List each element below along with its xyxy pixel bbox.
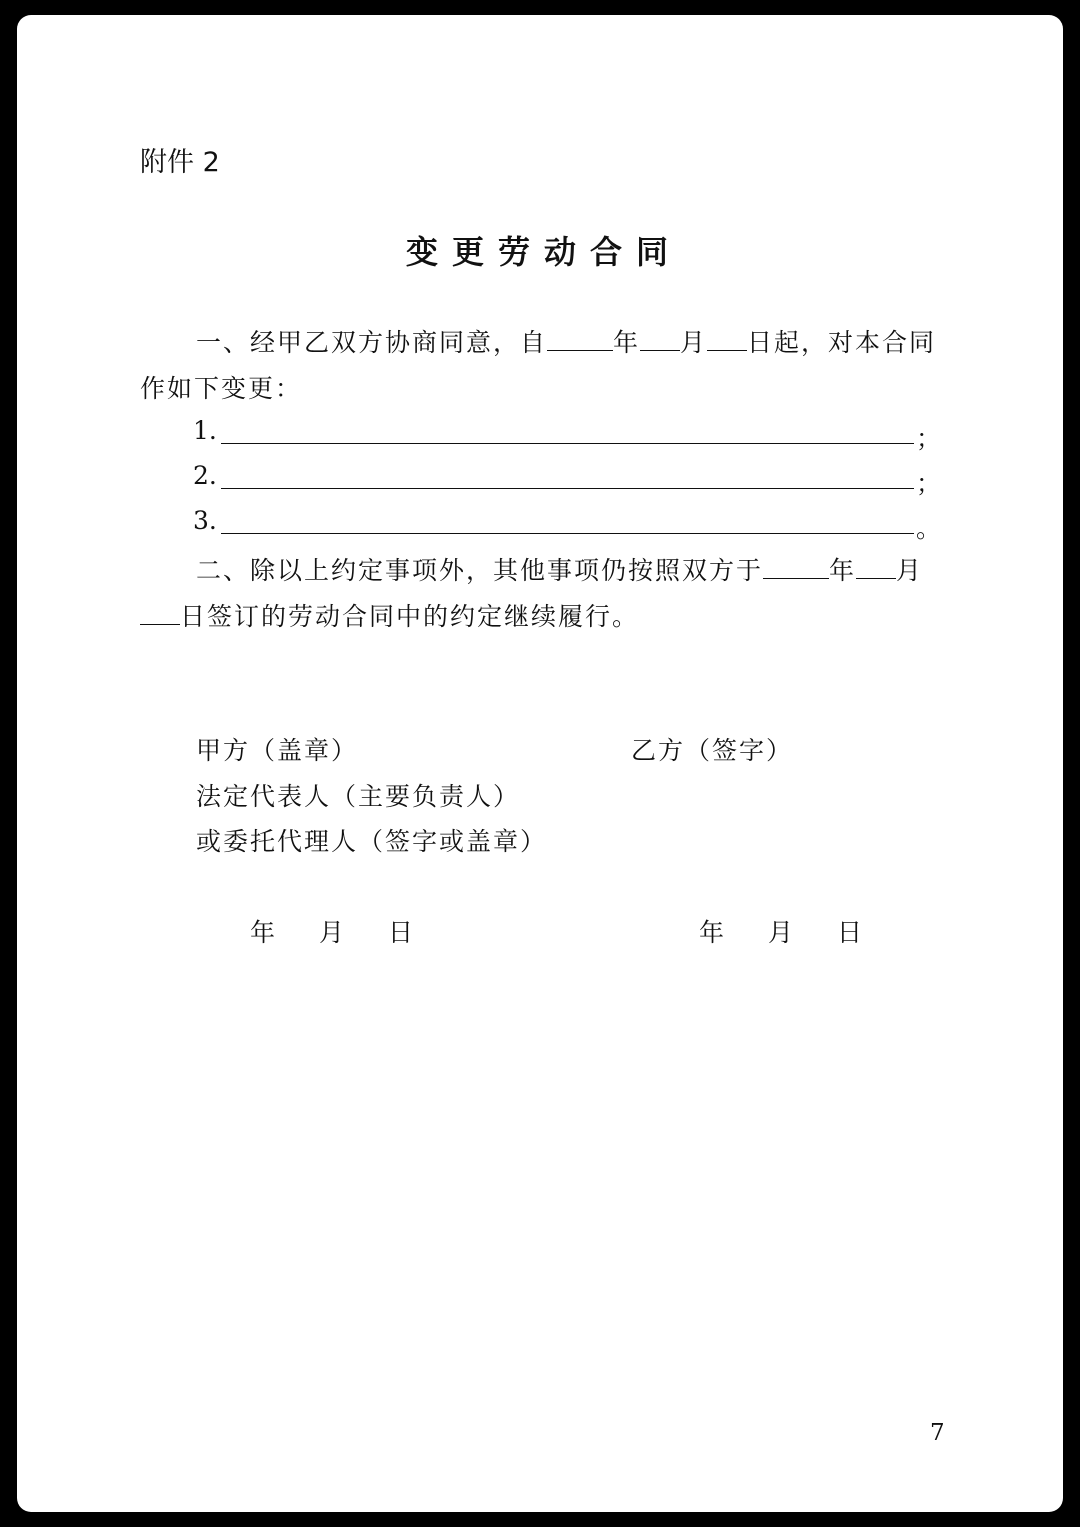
item-2-blank-line bbox=[221, 488, 914, 489]
party-a-seal-label: 甲方（盖章） bbox=[196, 736, 359, 765]
item-3-end-mark: 。 bbox=[916, 514, 942, 543]
document-title: 变更劳动合同 bbox=[405, 233, 682, 271]
date-left-month: 月 bbox=[319, 918, 345, 947]
date-left-day: 日 bbox=[388, 918, 414, 947]
clause-2-month-label: 月 bbox=[896, 556, 924, 585]
clause-1-month-blank bbox=[640, 326, 680, 351]
clause-1-month-label: 月 bbox=[680, 328, 708, 357]
date-left-year: 年 bbox=[250, 918, 276, 947]
item-3-blank-line bbox=[221, 533, 914, 534]
clause-1-line-1 bbox=[196, 323, 936, 359]
clause-1-year-blank bbox=[547, 326, 613, 351]
clause-1-year-label: 年 bbox=[613, 328, 641, 357]
attachment-label: 附件 2 bbox=[140, 147, 220, 178]
item-1-end-mark: ； bbox=[916, 424, 942, 453]
clause-2-month-blank bbox=[856, 554, 896, 579]
clause-2-line-1 bbox=[196, 551, 923, 587]
clause-2-year-label: 年 bbox=[829, 556, 857, 585]
date-right-year: 年 bbox=[699, 918, 725, 947]
clause-1-day-blank bbox=[707, 326, 747, 351]
item-1-blank-line bbox=[221, 443, 914, 444]
page-number: 7 bbox=[930, 1420, 945, 1446]
clause-1-text-b: 日起，对本合同 bbox=[747, 328, 937, 357]
item-3-number: 3. bbox=[193, 506, 217, 535]
party-b-sign-label: 乙方（签字） bbox=[631, 736, 794, 765]
clause-2-day-blank bbox=[140, 600, 180, 625]
date-right-day: 日 bbox=[837, 918, 863, 947]
clause-2-line-2 bbox=[140, 597, 639, 633]
clause-2-text-b: 日签订的劳动合同中的约定继续履行。 bbox=[180, 602, 640, 631]
party-a-representative-label: 法定代表人（主要负责人） bbox=[196, 782, 521, 811]
item-2-number: 2. bbox=[193, 461, 217, 490]
clause-2-year-blank bbox=[763, 554, 829, 579]
item-1-number: 1. bbox=[193, 416, 217, 445]
clause-2-text-a: 二、除以上约定事项外，其他事项仍按照双方于 bbox=[196, 556, 764, 585]
clause-1-line-2: 作如下变更： bbox=[140, 374, 303, 403]
clause-1-text-a: 一、经甲乙双方协商同意，自 bbox=[196, 328, 548, 357]
party-a-agent-label: 或委托代理人（签字或盖章） bbox=[196, 827, 548, 856]
date-right-month: 月 bbox=[768, 918, 794, 947]
item-2-end-mark: ； bbox=[916, 469, 942, 498]
document-page bbox=[17, 15, 1063, 1512]
